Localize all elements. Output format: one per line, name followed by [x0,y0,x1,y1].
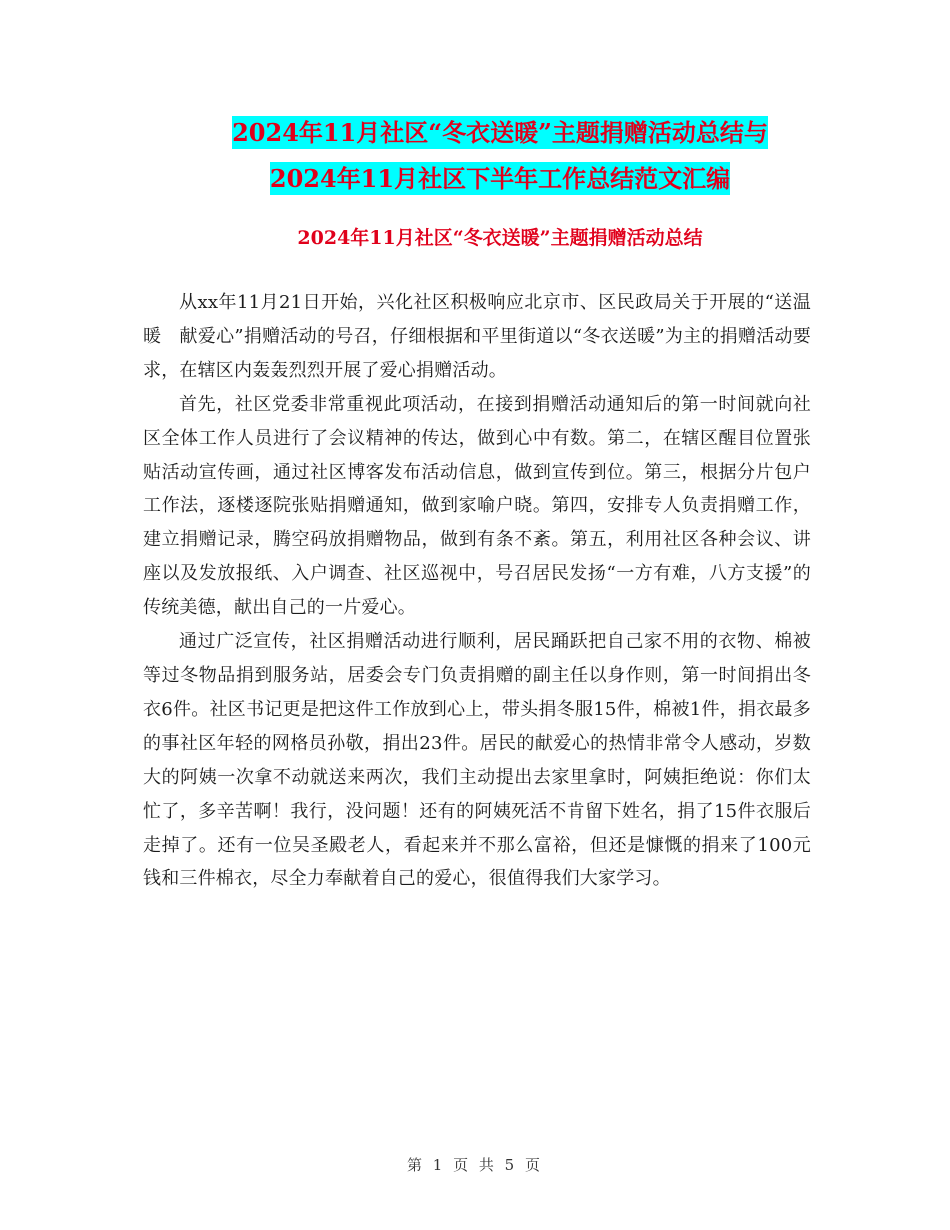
section-heading: 2024年11月社区“冬衣送暖”主题捐赠活动总结 [297,227,703,249]
paragraph-3: 通过广泛宣传，社区捐赠活动进行顺利，居民踊跃把自己家不用的衣物、棉被等过冬物品捐到服务站，居委会专门负责捐赠的副主任以身作则，第一时间捐出冬衣6件。社区书记更是把这件工作放到心上，带头捐冬服15件，棉被1件，捐衣最多的事社区年轻的网格员孙敬，捐出23件。居民的献爱心的热情非常令人感动，岁数大的阿姨一次拿不动就送来两次，我们主动提出去家里拿时，阿姨拒绝说：你们太忙了，多辛苦啊！我行，没问题！还有的阿姨死活不肯留下姓名，捐了15件衣服后走掉了。还有一位吴圣殿老人，看起来并不那么富裕，但还是慷慨的捐来了100元钱和三件棉衣，尽全力奉献着自己的爱心，很值得我们大家学习。 [143,631,811,890]
document-title [140,110,860,202]
document-body [143,286,811,896]
document-title-line-2 [140,156,860,202]
paragraph-1: 从xx年11月21日开始，兴化社区积极响应北京市、区民政局关于开展的“送温暖 献爱心”捐赠活动的号召，仔细根据和平里街道以“冬衣送暖”为主的捐赠活动要求，在辖区内轰轰烈烈开展了爱心捐赠活动。 [143,292,811,381]
paragraph-2: 首先，社区党委非常重视此项活动，在接到捐赠活动通知后的第一时间就向社区全体工作人员进行了会议精神的传达，做到心中有数。第二，在辖区醒目位置张贴活动宣传画，通过社区博客发布活动信息，做到宣传到位。第三，根据分片包户工作法，逐楼逐院张贴捐赠通知，做到家喻户晓。第四，安排专人负责捐赠工作，建立捐赠记录，腾空码放捐赠物品，做到有条不紊。第五，利用社区各种会议、讲座以及发放报纸、入户调查、社区巡视中，号召居民发扬“一方有难，八方支援”的传统美德，献出自己的一片爱心。 [143,393,811,619]
page-number-footer: 第 1 页 共 5 页 [407,1156,543,1174]
document-title-line-1 [140,110,860,156]
title-line-2-text: 2024年11月社区下半年工作总结范文汇编 [269,164,731,193]
title-line-1-text: 2024年11月社区“冬衣送暖”主题捐赠活动总结与 [232,118,768,147]
